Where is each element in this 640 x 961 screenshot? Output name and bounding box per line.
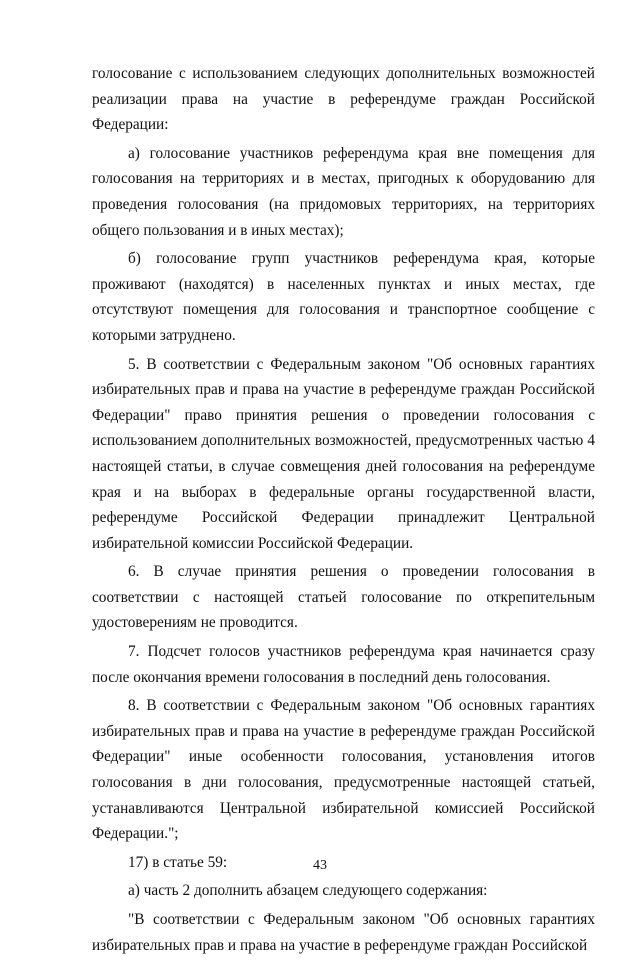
paragraph-0: голосование с использованием следующих дополнительных возможностей реализации права на участие в референдуме граждан Российской Федерации: xyxy=(92,65,595,134)
paragraph-3: 5. В соответствии с Федеральным законом "Об основных гарантиях избирательных прав и права на участие в референдуме граждан Российской Федерации" право принятия решения о проведении голосования с использованием дополнительных возможностей, предусмотренных частью 4 настоящей статьи, в случае совмещения дней голосования на референдуме края и на выборах в федеральные органы государственной власти, референдуме Российской Федерации принадлежит Центральной избирательной комиссии Российской Федерации. xyxy=(92,355,595,552)
paragraph-1: а) голосование участников референдума края вне помещения для голосования на территориях и в местах, пригодных к оборудованию для проведения голосования (на придомовых территориях, на территориях общего пользования и в иных местах); xyxy=(92,144,595,239)
paragraph-8: а) часть 2 дополнить абзацем следующего содержания: xyxy=(128,882,488,900)
paragraph-4: 6. В случае принятия решения о проведении голосования в соответствии с настоящей статьей голосование по открепительным удостоверениям не проводится. xyxy=(92,563,595,632)
paragraph-7: 17) в статье 59: xyxy=(128,853,228,871)
paragraph-6: 8. В соответствии с Федеральным законом "Об основных гарантиях избирательных прав и права на участие в референдуме граждан Российской Федерации" иные особенности голосования, установления итогов голосования в дни голосования, предусмотренные настоящей статьей, устанавливаются Центральной избирательной комиссией Российской Федерации."; xyxy=(92,697,595,843)
paragraph-9: "В соответствии с Федеральным законом "Об основных гарантиях избирательных прав и права на участие в референдуме граждан Российской xyxy=(92,911,595,954)
paragraph-2: б) голосование групп участников референдума края, которые проживают (находятся) в населенных пунктах и иных местах, где отсутствуют помещения для голосования и транспортное сообщение с которыми затруднено. xyxy=(92,250,595,344)
paragraph-5: 7. Подсчет голосов участников референдума края начинается сразу после окончания времени голосования в последний день голосования. xyxy=(92,643,595,686)
page-number: 43 xyxy=(313,858,327,873)
document-body xyxy=(92,61,595,961)
